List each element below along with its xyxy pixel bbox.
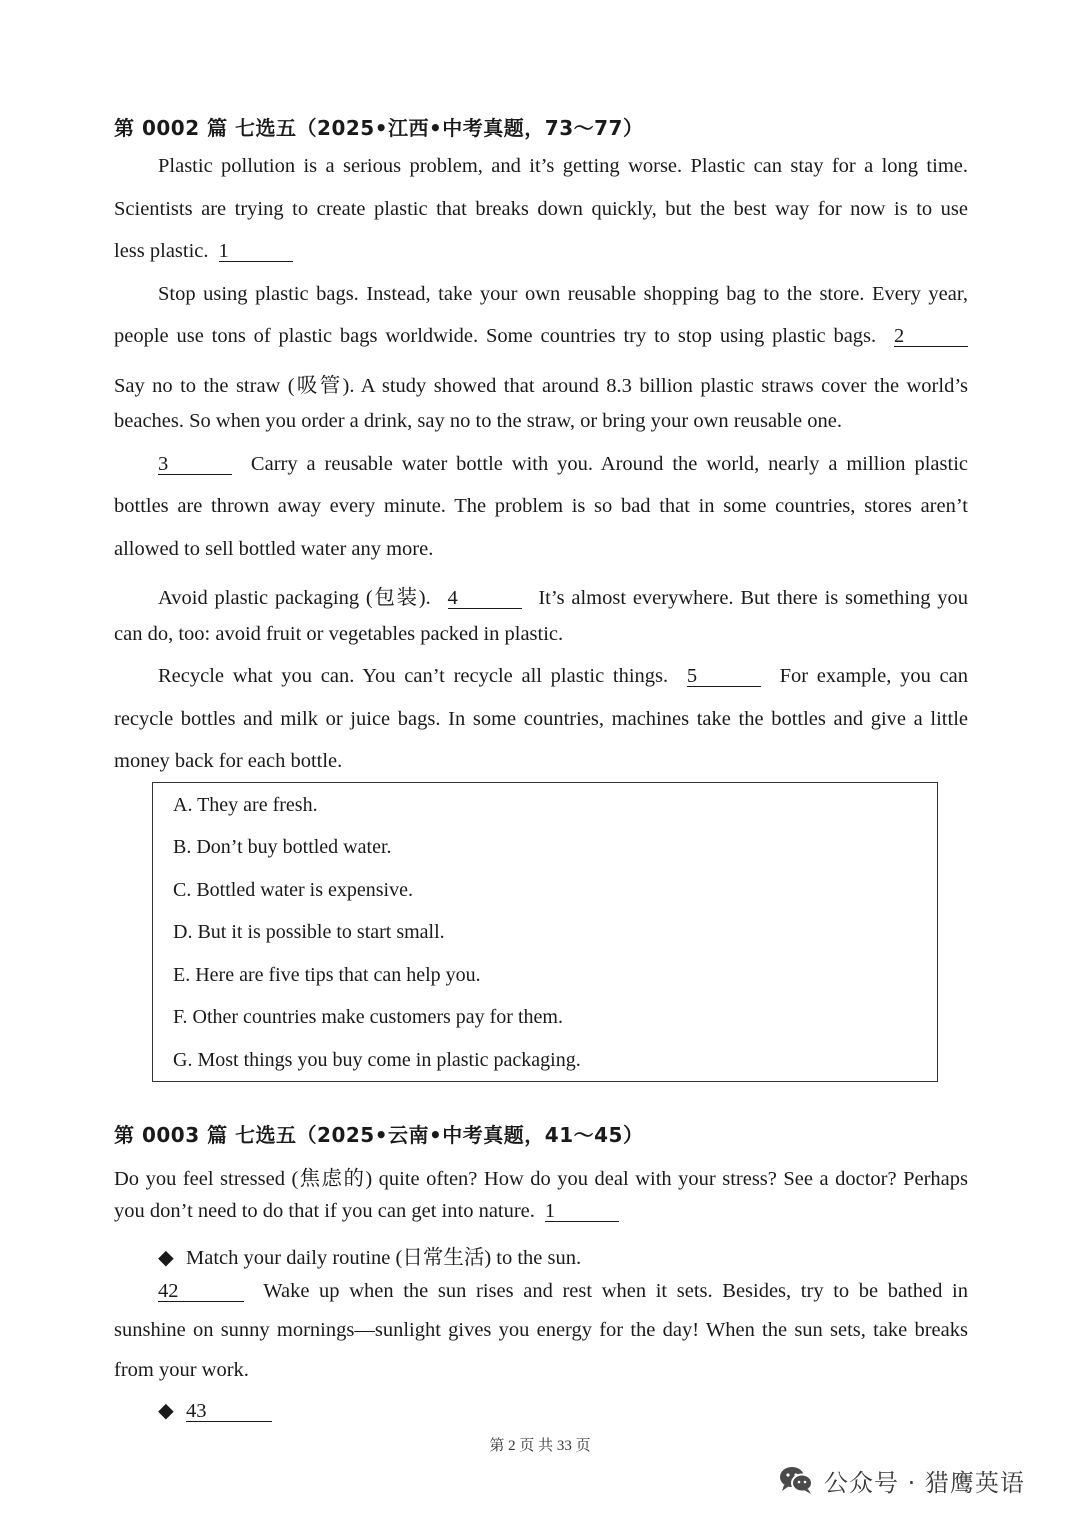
paragraph-line: allowed to sell bottled water any more. <box>114 538 434 560</box>
heading-text: 第 0003 篇 七选五（2025•云南•中考真题，41～45） <box>114 1123 644 1147</box>
page-footer: 第 2 页 共 33 页 <box>489 1438 591 1454</box>
paragraph-line <box>114 325 968 348</box>
paragraph-line: beaches. So when you order a drink, say no to the straw, or bring your own reusable one. <box>114 410 842 432</box>
blank-4[interactable]: 4 <box>448 588 522 609</box>
paragraph-line <box>158 1280 968 1303</box>
section-heading-0002 <box>114 112 643 141</box>
wechat-icon <box>778 1465 814 1495</box>
watermark-text: 公众号 · 猎鹰英语 <box>824 1468 1025 1497</box>
blank-1[interactable]: 1 <box>545 1201 619 1222</box>
paragraph-line: sunshine on sunny mornings—sunlight gives you energy for the day! When the sun sets, take breaks <box>114 1319 968 1341</box>
line-text: Wake up when the sun rises and rest when it sets. Besides, try to be bathed in <box>263 1280 968 1302</box>
paragraph-line <box>158 580 968 610</box>
heading-text: 第 0002 篇 七选五（2025•江西•中考真题，73～77） <box>114 116 644 140</box>
diamond-bullet-icon: ◆ <box>158 1247 174 1269</box>
option-b: B. Don’t buy bottled water. <box>173 836 392 858</box>
line-text: you don’t need to do that if you can get into nature. <box>114 1200 535 1222</box>
diamond-bullet-icon: ◆ <box>158 1400 174 1422</box>
blank-3[interactable]: 3 <box>158 454 232 475</box>
blank-5[interactable]: 5 <box>687 666 761 687</box>
option-a: A. They are fresh. <box>173 794 318 816</box>
option-f: F. Other countries make customers pay for them. <box>173 1006 563 1028</box>
blank-43[interactable]: 43 <box>186 1401 272 1422</box>
section-heading-0003 <box>114 1119 643 1148</box>
option-g: G. Most things you buy come in plastic packaging. <box>173 1049 581 1071</box>
blank-2[interactable]: 2 <box>894 326 968 347</box>
line-text: Recycle what you can. You can’t recycle all plastic things. <box>158 665 669 687</box>
paragraph-line: money back for each bottle. <box>114 750 343 772</box>
paragraph-line <box>114 1200 968 1223</box>
paragraph-line: Stop using plastic bags. Instead, take your own reusable shopping bag to the store. Every year, <box>158 283 968 305</box>
line-text: Avoid plastic packaging (包装). <box>158 587 431 609</box>
bullet-heading <box>158 1240 968 1270</box>
paragraph-line <box>158 453 968 476</box>
paragraph-line: recycle bottles and milk or juice bags. In some countries, machines take the bottles and give a little <box>114 708 968 730</box>
watermark <box>778 1462 1025 1498</box>
bullet-heading <box>158 1398 1012 1423</box>
option-c: C. Bottled water is expensive. <box>173 879 413 901</box>
line-text: Carry a reusable water bottle with you. Around the world, nearly a million plastic <box>250 453 968 475</box>
option-d: D. But it is possible to start small. <box>173 921 445 943</box>
paragraph-line: can do, too: avoid fruit or vegetables packed in plastic. <box>114 623 564 645</box>
paragraph-line: Plastic pollution is a serious problem, and it’s getting worse. Plastic can stay for a long time. <box>158 155 968 177</box>
line-text: For example, you can <box>779 665 968 687</box>
blank-1[interactable]: 1 <box>219 241 293 262</box>
blank-42[interactable]: 42 <box>158 1281 244 1302</box>
options-box <box>152 782 938 1082</box>
paragraph-line: Scientists are trying to create plastic that breaks down quickly, but the best way for now is to use <box>114 198 968 220</box>
line-text: people use tons of plastic bags worldwide. Some countries try to stop using plastic bags. <box>114 325 877 347</box>
option-e: E. Here are five tips that can help you. <box>173 964 481 986</box>
paragraph-line: Say no to the straw (吸管). A study showed that around 8.3 billion plastic straws cover the world’s <box>114 375 968 397</box>
paragraph-line: from your work. <box>114 1359 249 1381</box>
line-text: It’s almost everywhere. But there is something you <box>538 587 969 609</box>
paragraph-line: Do you feel stressed (焦虑的) quite often? How do you deal with your stress? See a doctor? Perhaps <box>114 1168 968 1190</box>
paragraph-line <box>114 240 968 263</box>
line-text: less plastic. <box>114 240 209 262</box>
paragraph-line: bottles are thrown away every minute. The problem is so bad that in some countries, stores aren’t <box>114 495 968 517</box>
line-text: Match your daily routine (日常生活) to the sun. <box>186 1247 582 1269</box>
paragraph-line <box>158 665 968 688</box>
